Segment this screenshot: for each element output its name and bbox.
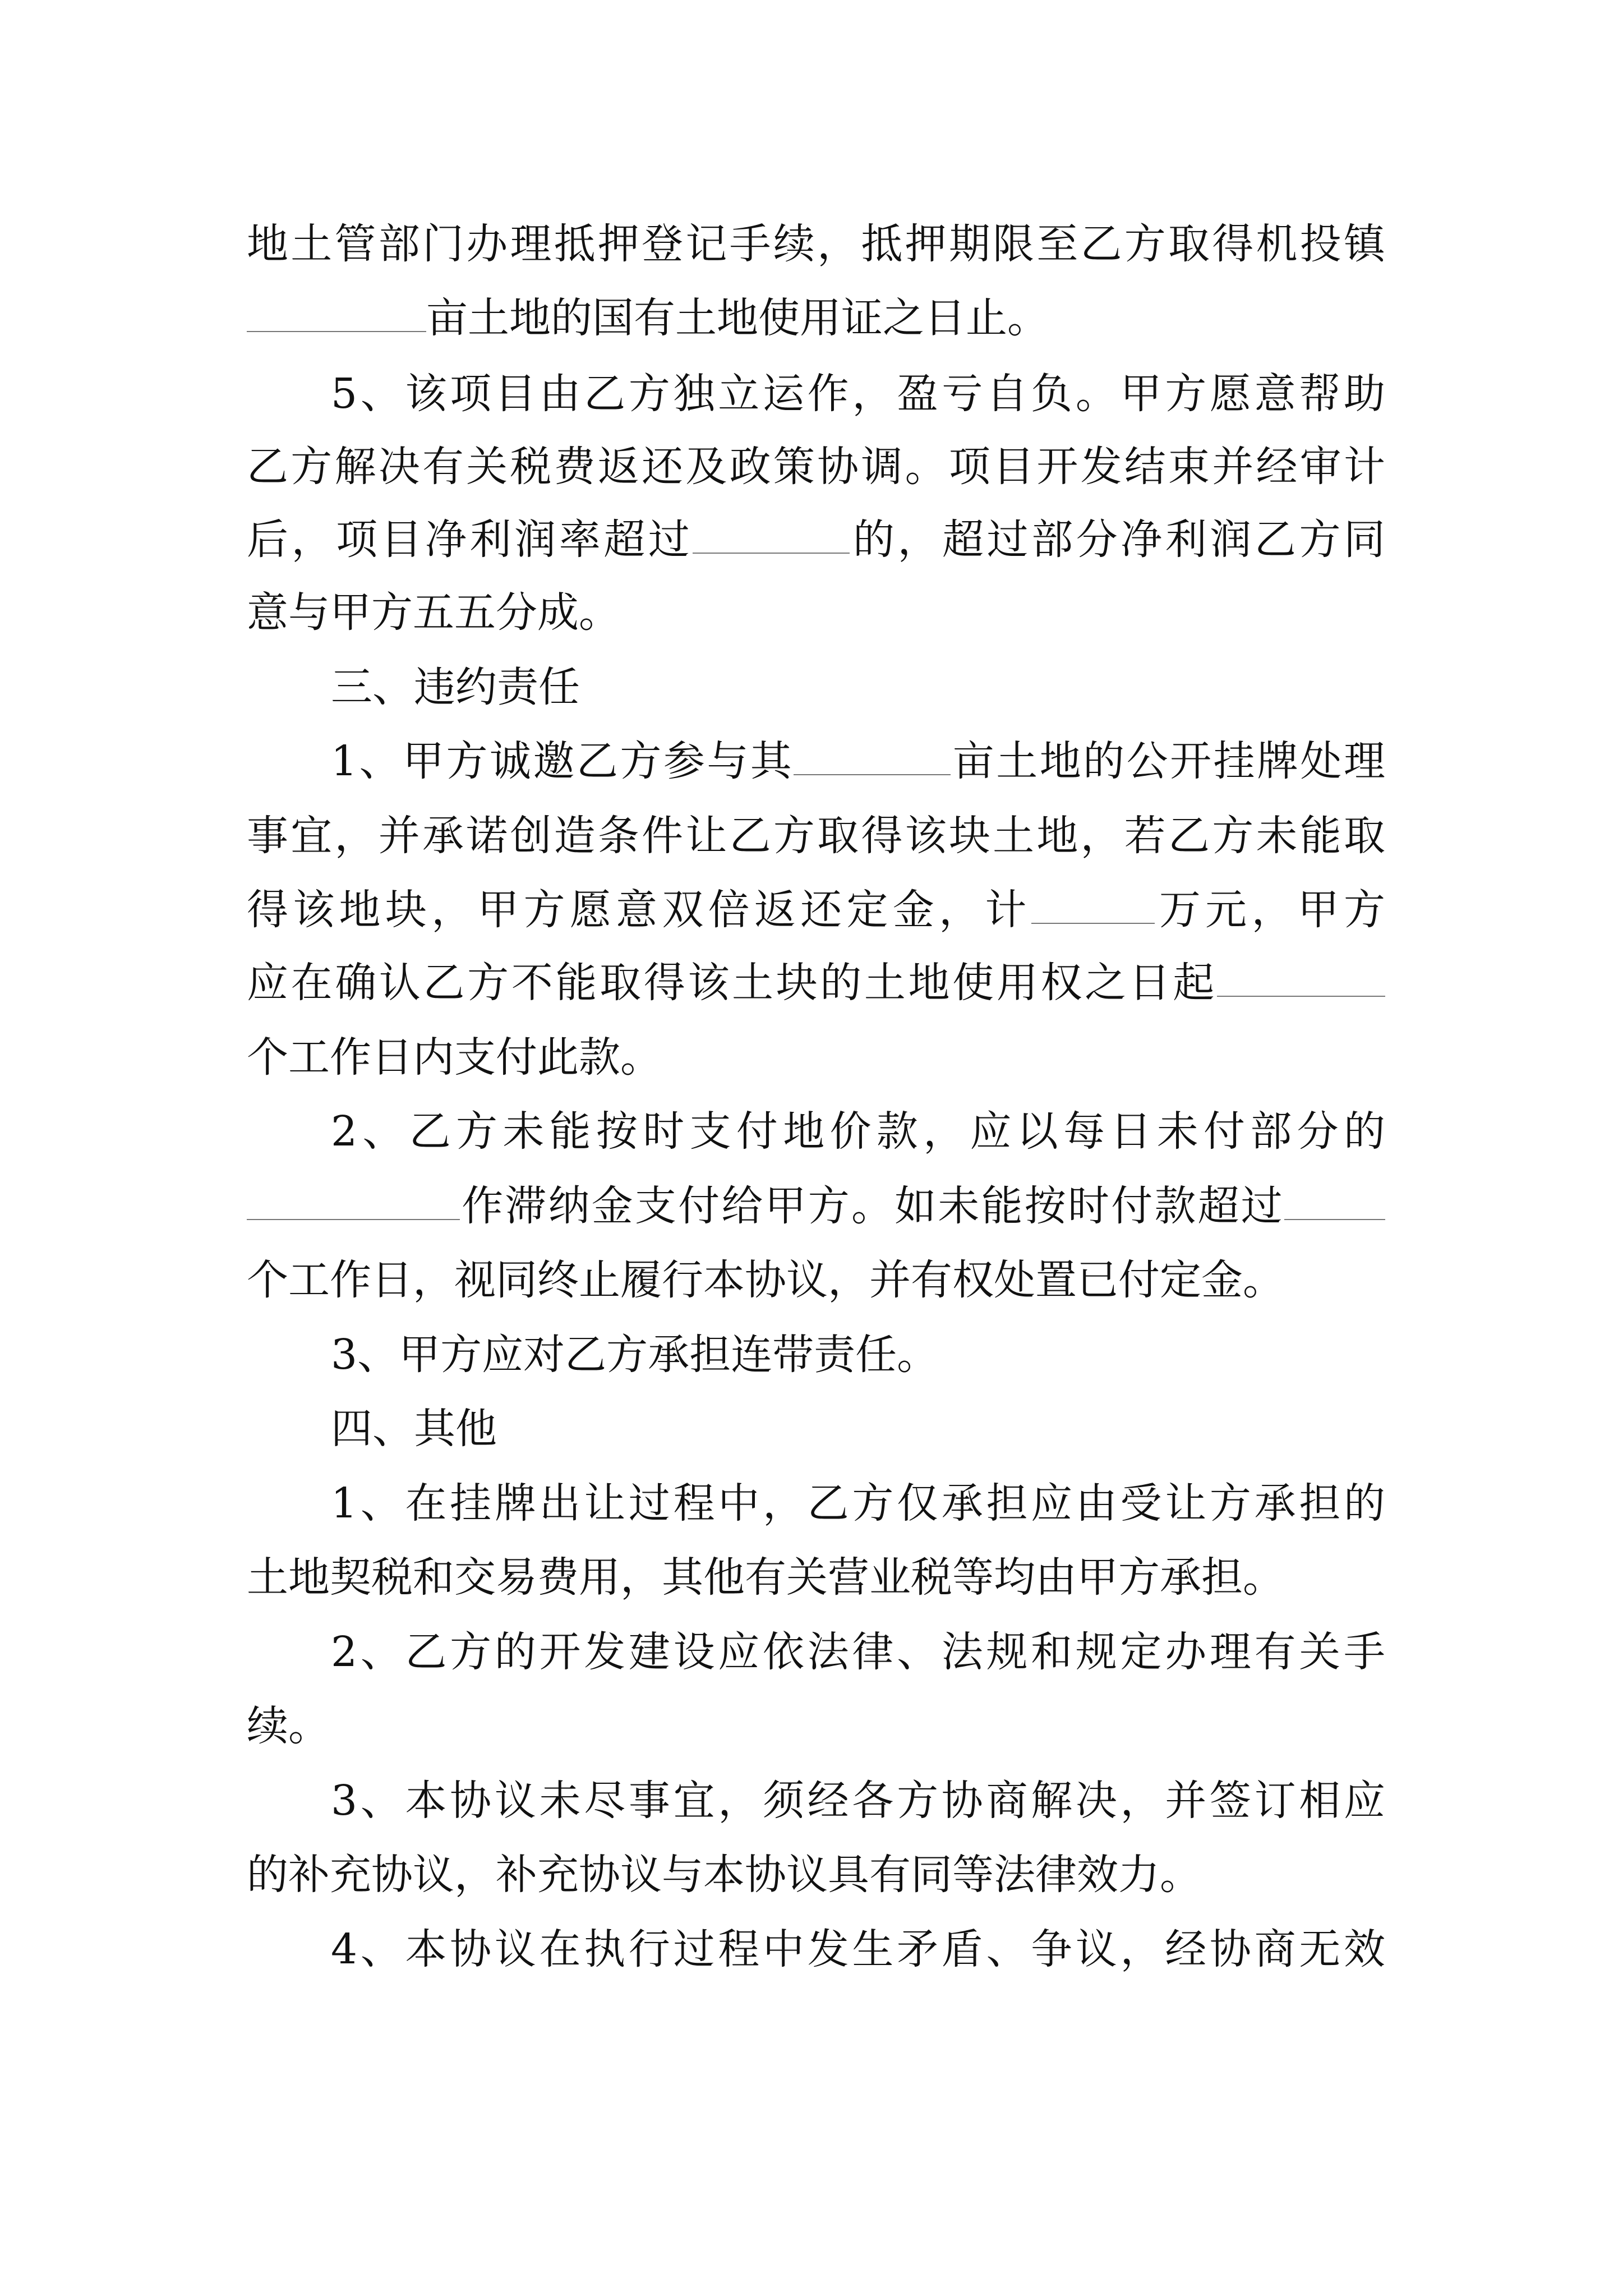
text-segment: 地土管部门办理抵押登记手续，抵押期限至乙方取得机投镇	[247, 220, 1385, 268]
text-line	[331, 1092, 1385, 1171]
fill-in-blank	[1284, 1185, 1385, 1220]
text-segment: 5、该项目由乙方独立运作，盈亏自负。甲方愿意帮助	[331, 370, 1385, 418]
text-line	[247, 205, 1385, 283]
text-line	[247, 500, 1385, 579]
text-segment: 续。	[247, 1702, 330, 1750]
text-line	[331, 1910, 1385, 1989]
text-segment: 3、本协议未尽事宜，须经各方协商解决，并签订相应	[331, 1777, 1385, 1825]
text-line	[247, 944, 1385, 1022]
text-line	[247, 797, 1385, 875]
fill-in-blank	[693, 519, 850, 554]
text-line	[247, 1835, 1385, 1914]
text-segment: 2、乙方的开发建设应依法律、法规和规定办理有关手	[331, 1628, 1385, 1676]
text-segment: 万元，甲方	[1154, 886, 1386, 934]
fill-in-blank	[247, 297, 426, 332]
text-line	[247, 279, 1385, 357]
text-line	[331, 1761, 1385, 1840]
text-segment: 3、甲方应对乙方承担连带责任。	[331, 1331, 939, 1379]
text-line	[247, 1538, 1385, 1617]
text-line	[331, 1315, 1385, 1394]
text-segment: 事宜，并承诺创造条件让乙方取得该块土地，若乙方未能取	[247, 812, 1385, 860]
text-line	[331, 1464, 1385, 1543]
text-line	[331, 722, 1385, 800]
fill-in-blank	[1031, 889, 1155, 924]
text-segment: 2、乙方未能按时支付地价款，应以每日未付部分的	[331, 1107, 1385, 1156]
text-segment: 应在确认乙方不能取得该土块的土地使用权之日起	[247, 959, 1217, 1007]
text-segment: 三、违约责任	[331, 663, 580, 711]
text-line	[247, 1241, 1385, 1319]
text-line	[247, 871, 1385, 949]
text-segment: 意与甲方五五分成。	[247, 588, 620, 637]
text-line	[247, 1687, 1385, 1765]
text-segment: 的补充协议，补充协议与本协议具有同等法律效力。	[247, 1851, 1201, 1899]
text-segment: 亩土地的公开挂牌处理	[951, 737, 1385, 785]
fill-in-blank	[247, 1185, 460, 1220]
text-segment: 1、在挂牌出让过程中，乙方仅承担应由受让方承担的	[331, 1479, 1385, 1527]
text-line	[247, 573, 1385, 652]
text-segment: 的，超过部分净利润乙方同	[850, 516, 1386, 564]
text-segment: 作滞纳金支付给甲方。如未能按时付款超过	[460, 1182, 1284, 1230]
text-segment: 1、甲方诚邀乙方参与其	[331, 737, 794, 785]
text-line	[331, 355, 1385, 433]
text-line	[331, 1613, 1385, 1691]
text-line	[247, 1018, 1385, 1097]
text-segment: 亩土地的国有土地使用证之日止。	[426, 294, 1049, 342]
text-segment: 个工作日内支付此款。	[247, 1033, 662, 1082]
text-segment: 土地契税和交易费用，其他有关营业税等均由甲方承担。	[247, 1553, 1284, 1602]
text-line	[247, 427, 1385, 506]
text-line	[331, 1389, 1385, 1468]
text-segment: 乙方解决有关税费返还及政策协调。项目开发结束并经审计	[247, 443, 1385, 491]
fill-in-blank	[794, 740, 951, 775]
text-segment: 个工作日，视同终止履行本协议，并有权处置已付定金。	[247, 1256, 1284, 1304]
text-line	[247, 1167, 1385, 1245]
text-segment: 四、其他	[331, 1405, 497, 1453]
text-line	[331, 648, 1385, 726]
text-segment: 后，项目净利润率超过	[247, 516, 693, 564]
text-segment: 4、本协议在执行过程中发生矛盾、争议，经协商无效	[331, 1925, 1385, 1973]
fill-in-blank	[1217, 962, 1385, 997]
text-segment: 得该地块，甲方愿意双倍返还定金，计	[247, 886, 1031, 934]
